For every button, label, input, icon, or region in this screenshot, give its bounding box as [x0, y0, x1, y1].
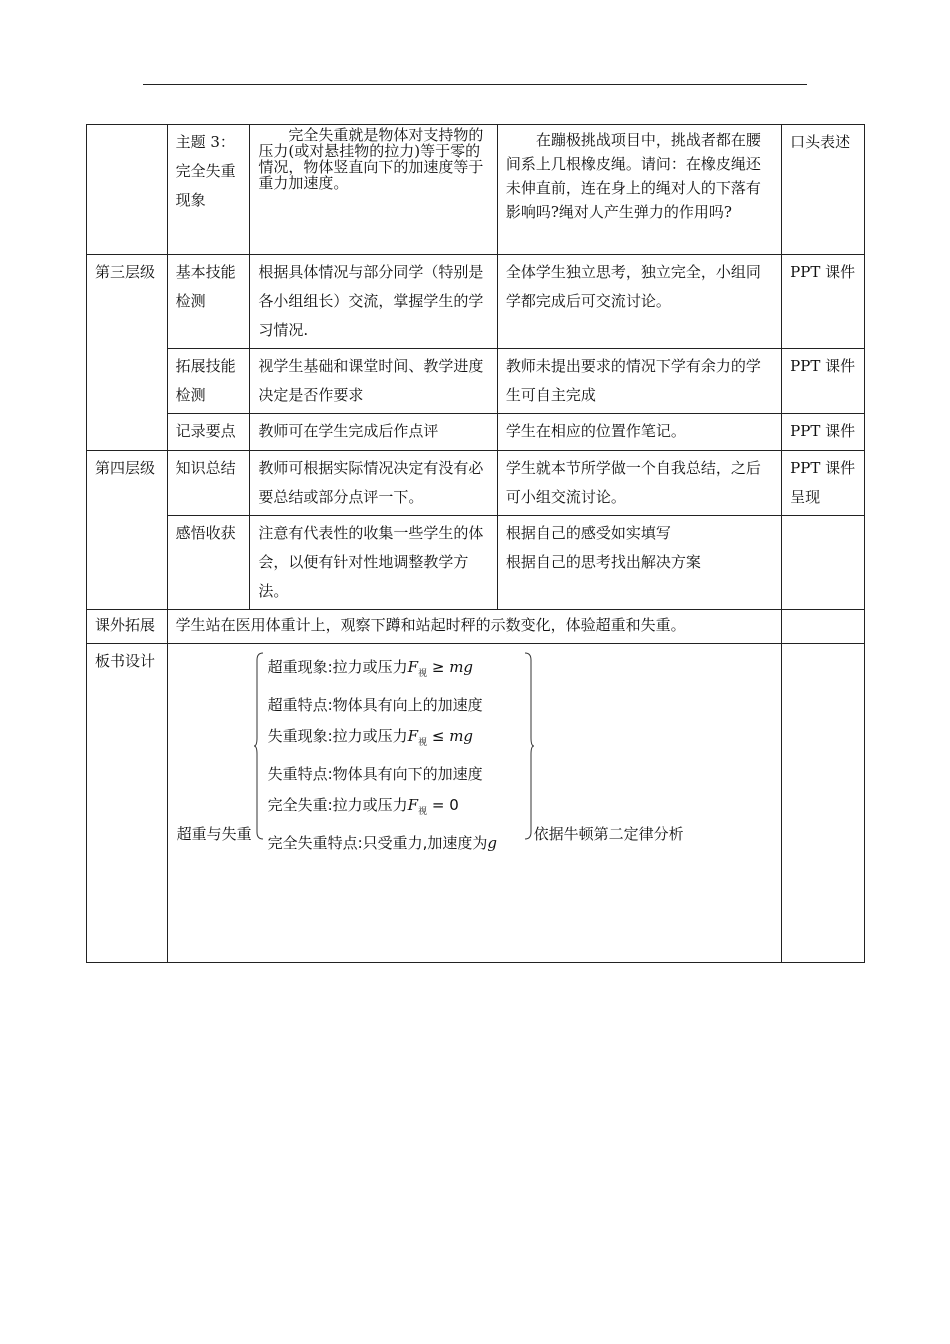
table-row [87, 451, 865, 516]
teacher-activity-cell: 教师可根据实际情况决定有没有必要总结或部分点评一下。 [250, 451, 497, 516]
table-row [87, 349, 865, 414]
method-cell [782, 610, 865, 644]
board-title: 超重与失重 [176, 825, 252, 843]
table-row [87, 516, 865, 610]
method-cell: PPT 课件 [782, 349, 865, 414]
stage-cell: 第三层级 [87, 255, 168, 451]
board-line: 超重特点:物体具有向上的加速度 [267, 696, 483, 714]
method-cell [782, 644, 865, 963]
topic-line: 主题 3： [175, 133, 235, 151]
table-row [87, 255, 865, 349]
student-activity-cell: 学生就本节所学做一个自我总结，之后可小组交流讨论。 [497, 451, 781, 516]
board-line: 完全失重:拉力或压力$F_视 = 0$ [267, 796, 459, 817]
topic-cell: 基本技能检测 [167, 255, 250, 349]
stage-cell [87, 125, 168, 255]
extension-cell: 学生站在医用体重计上，观察下蹲和站起时秤的示数变化，体验超重和失重。 [167, 610, 782, 644]
board-basis: 依据牛顿第二定律分析 [533, 825, 684, 843]
table-row [87, 414, 865, 451]
topic-cell: 记录要点 [167, 414, 250, 451]
student-activity-cell: 全体学生独立思考，独立完全，小组同学都完成后可交流讨论。 [497, 255, 781, 349]
board-line: 超重现象:拉力或压力$F_视$ ≥ mg [267, 658, 474, 679]
method-cell [782, 516, 865, 610]
table-row [87, 610, 865, 644]
student-line: 根据自己的思考找出解决方案 [505, 553, 701, 571]
stage-cell: 第四层级 [87, 451, 168, 610]
topic-cell: 感悟收获 [167, 516, 250, 610]
student-line: 根据自己的感受如实填写 [505, 524, 671, 542]
student-activity-cell [497, 516, 781, 610]
board-lines [268, 652, 497, 859]
teacher-activity-cell: 根据具体情况与部分同学（特别是各小组组长）交流，掌握学生的学习情况. [250, 255, 497, 349]
board-line: 失重现象:拉力或压力$F_视$ ≤ mg [267, 727, 474, 748]
method-cell: PPT 课件 [782, 414, 865, 451]
topic-line: 完全失重 [175, 162, 236, 180]
method-cell: PPT 课件呈现 [782, 451, 865, 516]
header-rule [143, 84, 807, 85]
lesson-plan-table [86, 124, 865, 963]
stage-cell: 课外拓展 [87, 610, 168, 644]
table-row [87, 644, 865, 963]
stage-cell: 板书设计 [87, 644, 168, 963]
teacher-activity-cell: 教师可在学生完成后作点评 [250, 414, 497, 451]
topic-cell: 拓展技能检测 [167, 349, 250, 414]
blackboard-design [167, 644, 782, 963]
right-brace [524, 652, 534, 840]
table-row [87, 125, 865, 255]
topic-cell: 知识总结 [167, 451, 250, 516]
method-cell: PPT 课件 [782, 255, 865, 349]
teacher-activity-cell: 完全失重就是物体对支持物的压力(或对悬挂物的拉力)等于零的情况，物体竖直向下的加速度等于重力加速度。 [250, 125, 497, 255]
student-activity-cell: 学生在相应的位置作笔记。 [497, 414, 781, 451]
teacher-activity-cell: 注意有代表性的收集一些学生的体会，以便有针对性地调整教学方法。 [250, 516, 497, 610]
topic-cell [167, 125, 250, 255]
student-activity-cell: 教师未提出要求的情况下学有余力的学生可自主完成 [497, 349, 781, 414]
left-brace [254, 652, 264, 840]
board-line: 完全失重特点:只受重力,加速度为g [267, 834, 498, 852]
board-line: 失重特点:物体具有向下的加速度 [267, 765, 483, 783]
topic-line: 现象 [175, 191, 206, 209]
teacher-activity-cell: 视学生基础和课堂时间、教学进度决定是否作要求 [250, 349, 497, 414]
student-activity-cell: 在蹦极挑战项目中，挑战者都在腰间系上几根橡皮绳。请问：在橡皮绳还未伸直前，连在身上的绳对人的下落有影响吗?绳对人产生弹力的作用吗? [497, 125, 781, 255]
method-cell: 口头表述 [782, 125, 865, 255]
